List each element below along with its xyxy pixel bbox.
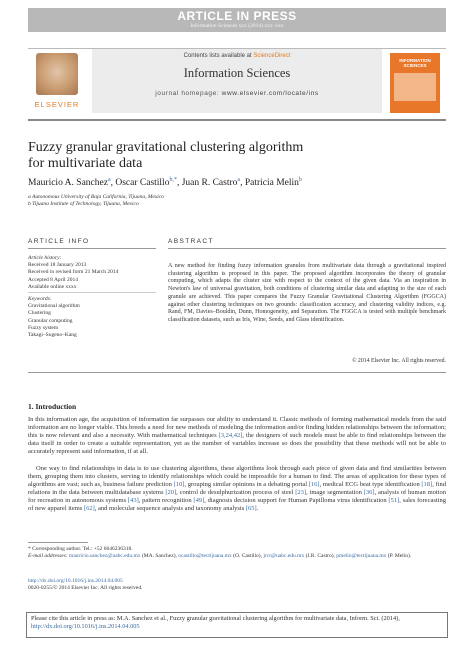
keywords-block (28, 296, 158, 339)
cover-art (394, 73, 436, 101)
author-name[interactable]: Oscar Castillo (115, 178, 170, 189)
author-affiliation-mark[interactable]: a (107, 177, 111, 183)
citation-link[interactable]: [18] (421, 481, 433, 489)
history-item: Accepted 8 April 2014 (28, 276, 78, 283)
section-heading-introduction: 1. Introduction (28, 402, 77, 411)
keyword: Gravitational algorithm (28, 303, 80, 310)
history-item: Available online xxxx (28, 283, 77, 290)
sciencedirect-link[interactable]: ScienceDirect (253, 53, 291, 59)
keywords-label: Keywords: (28, 296, 52, 302)
abstract-text: A new method for finding fuzzy information granules from multivariate data through a gravitational inspired clustering algorithm is proposed in this paper. The proposed algorithm incorporates the theory of granular computing, which adapts the cluster size with respect to the context of the given data. Via an inspiration in Newton's law of universal gravitation, both conditions of clustering similar data and adapting to the size of each granule are achieved. This paper compares the Fuzzy Granular Gravitational Clustering Algorithm (FGGCA) against other clustering techniques on two grounds: classification accuracy, and clustering validity indices, e.g. Rand, FM, Davies–Bouldin, Dunn, Homogeneity, and Separation. The FGGCA is tested with multiple benchmark classification datasets, such as Iris, Wine, Seeds, and Glass identification. (168, 263, 446, 323)
citation-link[interactable]: [43] (127, 497, 139, 505)
history-item: Received 18 January 2013 (28, 262, 87, 269)
article-history (28, 255, 158, 291)
text-run: . (256, 505, 259, 513)
history-item: Received in revised form 21 March 2014 (28, 269, 119, 276)
title-line-2: for multivariate data (28, 156, 143, 171)
keyword: Takagi–Sugeno–Kang (28, 332, 77, 339)
text-run: In this information age, the acquisition of information far surpasses our ability to understand it. Classic methods of forming mathematical models from the said information are no longer viable. This breeds a need for new methods of modeling the information and/or finding hidden relationships between the information; this is now relevant and also a necessity. With mathematical techniques (28, 416, 446, 440)
citation-text: Please cite this article in press as: M.A. Sanchez et al., Fuzzy granular gravitational clustering algorithm for multivariate data, Inform. Sci. (2014), (31, 615, 400, 622)
email-label: E-mail addresses: (28, 553, 70, 560)
affiliation-line: b Tijuana Institute of Technology, Tijuana, Mexico (28, 201, 139, 207)
affiliation-line: a Autonomous University of Baja California, Tijuana, Mexico (28, 194, 165, 200)
email-owner: (O. Castillo), (231, 553, 264, 560)
info-divider (28, 292, 156, 293)
keyword: Fuzzy system (28, 324, 59, 331)
citation-link[interactable]: [65] (245, 505, 257, 513)
text-run: , find relations in the data between multidatabase systems (28, 481, 446, 497)
text-run: , diagnosis decision support for Human Papilloma virus identification (204, 497, 389, 505)
journal-homepage (92, 90, 382, 97)
banner-title: ARTICLE IN PRESS (177, 9, 297, 23)
text-run: , analysis of human motion for recreation in autonomous systems (28, 489, 446, 505)
citation-link[interactable]: [51] (388, 497, 400, 505)
elsevier-logo[interactable] (28, 49, 86, 113)
doi-link[interactable]: http://dx.doi.org/10.1016/j.ins.2014.04.005 (28, 578, 123, 584)
abstract-rule (168, 248, 446, 249)
banner-subtitle: Information Sciences xxx (2014) xxx–xxx (190, 23, 284, 29)
history-label: Article history: (28, 255, 62, 261)
journal-center-panel (92, 49, 382, 113)
text-run: , image segmentation (306, 489, 364, 497)
author-affiliation-mark[interactable]: b,* (169, 177, 177, 183)
email-owner: (MA. Sanchez), (140, 553, 179, 560)
abstract-copyright: © 2014 Elsevier Inc. All rights reserved. (352, 358, 446, 364)
journal-header (28, 48, 446, 121)
keyword: Clustering (28, 310, 51, 317)
author-affiliation-mark[interactable]: a (237, 177, 241, 183)
email-owner: (J.R. Castro), (304, 553, 337, 560)
intro-paragraph-2 (28, 465, 446, 514)
journal-name: Information Sciences (183, 66, 291, 80)
title-line-1: Fuzzy granular gravitational clustering algorithm (28, 140, 304, 155)
journal-cover-thumbnail[interactable] (390, 53, 440, 113)
email-addresses (28, 553, 446, 560)
citation-notice-box (26, 612, 448, 638)
article-info-heading: ARTICLE INFO (28, 238, 90, 245)
email-link[interactable]: jrcr@uabc.edu.mx (263, 553, 305, 560)
author-name[interactable]: Juan R. Castro (181, 178, 238, 189)
article-title (28, 140, 358, 172)
text-run: , control de desulphurization process of steel (176, 489, 296, 497)
article-info-rule (28, 248, 156, 249)
text-run: , sales forecasting of new apparel items (28, 497, 446, 513)
text-run: , the designers of such models must be able to find relationships between the data itself in order to create a suitable representation, yet as the number of variables increase so does the possibility that these methods will not be able to accurately represent said information, if at all. (28, 432, 446, 456)
affiliations (28, 194, 164, 208)
author-affiliation-mark[interactable]: b (298, 177, 302, 183)
homepage-link[interactable]: www.elsevier.com/locate/ins (221, 90, 319, 97)
email-link[interactable]: pmelin@tectijuana.mx (336, 553, 387, 560)
citation-link[interactable]: [3,24,42] (218, 432, 243, 440)
cover-label: INFORMATION SCIENCES (399, 58, 431, 68)
text-run: , medical ECG beat type identification (319, 481, 422, 489)
author-name[interactable]: Patricia Melin (244, 178, 299, 189)
text-run: , grouping similar opinions in a debating portal (184, 481, 309, 489)
text-run: , and molecular sequence analysis and taxonomy analysis (94, 505, 246, 513)
text-run: One way to find relationships in data is to use clustering algorithms, these algorithms look through each piece of given data and find similarities between them, grouping them into clusters, serving to identify relationships which could be impossible for a human to find. The areas of application for these types of algorithms are vast; such as, business failure prediction (28, 465, 446, 489)
citation-link[interactable]: [20] (165, 489, 177, 497)
footnote-rule (28, 542, 88, 543)
publisher-name: ELSEVIER (34, 100, 80, 109)
email-link[interactable]: ocastillo@tectijuana.mx (178, 553, 232, 560)
doi-block (28, 578, 446, 592)
corresponding-author: * Corresponding author. Tel.: +52 6646236318. (28, 546, 133, 552)
intro-paragraph-1 (28, 416, 446, 456)
issn-line: 0020-0255/© 2014 Elsevier Inc. All rights reserved. (28, 585, 143, 592)
keyword: Granular computing (28, 317, 73, 324)
article-in-press-banner (28, 8, 446, 32)
abstract-heading: ABSTRACT (168, 238, 214, 245)
text-run: , pattern recognition (138, 497, 194, 505)
citation-doi-link[interactable]: http://dx.doi.org/10.1016/j.ins.2014.04.005 (31, 623, 140, 630)
author-name[interactable]: Mauricio A. Sanchez (28, 178, 108, 189)
abstract-bottom-rule (28, 372, 446, 373)
citation-link[interactable]: [10] (173, 481, 185, 489)
author-list: Mauricio A. Sanchez$^a$, Oscar Castillo$^{b,*}$, Juan R. Castro$^a$, Patricia Melin$^b$ (28, 177, 302, 189)
citation-link[interactable]: [62] (83, 505, 95, 513)
citation-link[interactable]: [23] (295, 489, 307, 497)
citation-link[interactable]: [16] (308, 481, 320, 489)
email-owner: (P. Melin). (386, 553, 412, 560)
elsevier-tree-icon (36, 53, 78, 95)
footnotes (28, 546, 446, 560)
contents-prefix: Contents lists available at (183, 53, 254, 59)
homepage-prefix: journal homepage: (155, 90, 222, 97)
citation-link[interactable]: [36] (363, 489, 375, 497)
contents-available (92, 53, 382, 59)
email-link[interactable]: mauricio.sanchez@uabc.edu.mx (69, 553, 141, 560)
citation-link[interactable]: [49] (193, 497, 205, 505)
